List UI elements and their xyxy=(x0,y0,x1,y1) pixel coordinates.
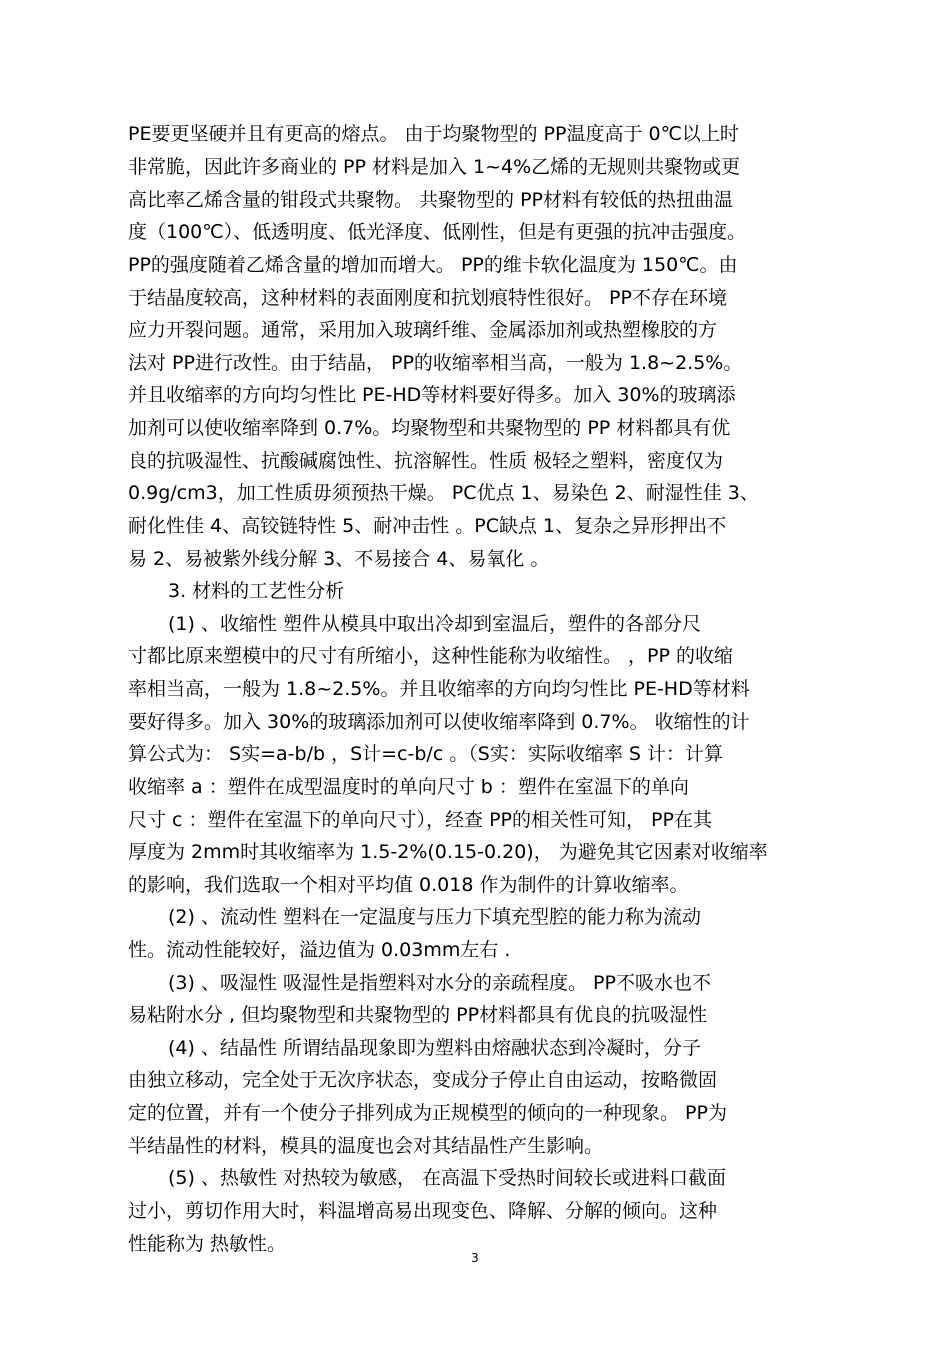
text-line: (2) 、流动性 塑料在一定温度与压力下填充型腔的能力称为流动 xyxy=(168,906,701,928)
text-line: 率相当高，一般为 1.8~2.5%。并且收缩率的方向均匀性比 PE-HD等材料 xyxy=(128,678,750,700)
text-line: 度（100℃）、低透明度、低光泽度、低刚性，但是有更强的抗冲击强度。 xyxy=(128,221,747,243)
text-line: 高比率乙烯含量的钳段式共聚物。 共聚物型的 PP材料有较低的热扭曲温 xyxy=(128,189,733,211)
text-line: 性。流动性能较好，溢边值为 0.03mm左右 . xyxy=(128,939,511,961)
text-line: 并且收缩率的方向均匀性比 PE-HD等材料要好得多。加入 30%的玻璃添 xyxy=(128,384,736,406)
text-line: 由独立移动，完全处于无次序状态，变成分子停止自由运动，按略微固 xyxy=(128,1069,718,1091)
text-line: 于结晶度较高，这种材料的表面刚度和抗划痕特性很好。 PP不存在环境 xyxy=(128,287,727,309)
text-line: 寸都比原来塑模中的尺寸有所缩小，这种性能称为收缩性。 ，PP 的收缩 xyxy=(128,645,733,667)
text-line: 非常脆，因此许多商业的 PP 材料是加入 1~4%乙烯的无规则共聚物或更 xyxy=(128,156,741,178)
text-line: 耐化性佳 4、高铰链特性 5、耐冲击性 。PC缺点 1、复杂之异形押出不 xyxy=(128,515,727,537)
text-line: (5) 、热敏性 对热较为敏感， 在高温下受热时间较长或进料口截面 xyxy=(168,1167,727,1189)
text-line: 过小，剪切作用大时，料温增高易出现变色、降解、分解的倾向。这种 xyxy=(128,1200,718,1222)
text-line: 的影响，我们选取一个相对平均值 0.018 作为制件的计算收缩率。 xyxy=(128,874,689,896)
text-line: (1) 、收缩性 塑件从模具中取出冷却到室温后，塑件的各部分尺 xyxy=(168,613,701,635)
text-line: (3) 、吸湿性 吸湿性是指塑料对水分的亲疏程度。 PP不吸水也不 xyxy=(168,972,711,994)
text-line: 尺寸 c ：塑件在室温下的单向尺寸），经查 PP的相关性可知， PP在其 xyxy=(128,809,712,831)
section-heading: 3. 材料的工艺性分析 xyxy=(168,580,345,602)
text-line: 算公式为： S实=a-b/b ，S计=c-b/c 。（S实：实际收缩率 S 计：计算 xyxy=(128,743,724,765)
text-line: 性能称为 热敏性。 xyxy=(128,1233,287,1255)
text-line: (4) 、结晶性 所谓结晶现象即为塑料由熔融状态到冷凝时，分子 xyxy=(168,1037,701,1059)
text-line: 应力开裂问题。通常，采用加入玻璃纤维、金属添加剂或热塑橡胶的方 xyxy=(128,319,718,341)
text-line: 要好得多。加入 30%的玻璃添加剂可以使收缩率降到 0.7%。 收缩性的计 xyxy=(128,711,750,733)
text-line: 收缩率 a ：塑件在成型温度时的单向尺寸 b ：塑件在室温下的单向 xyxy=(128,776,689,798)
text-line: 0.9g/cm3，加工性质毋须预热干燥。 PC优点 1、易染色 2、耐湿性佳 3、 xyxy=(128,482,759,504)
text-line: 法对 PP进行改性。由于结晶， PP的收缩率相当高，一般为 1.8~2.5%。 xyxy=(128,352,743,374)
text-line: PE要更坚硬并且有更高的熔点。 由于均聚物型的 PP温度高于 0℃以上时 xyxy=(128,123,739,145)
text-line: PP的强度随着乙烯含量的增加而增大。 PP的维卡软化温度为 150℃。由 xyxy=(128,254,738,276)
text-line: 定的位置，并有一个使分子排列成为正规模型的倾向的一种现象。 PP为 xyxy=(128,1102,727,1124)
text-line: 加剂可以使收缩率降到 0.7%。均聚物型和共聚物型的 PP 材料都具有优 xyxy=(128,417,731,439)
text-line: 厚度为 2mm时其收缩率为 1.5-2%(0.15-0.20)， 为避免其它因素对收缩率 xyxy=(128,841,768,863)
text-line: 易 2、易被紫外线分解 3、不易接合 4、易氧化 。 xyxy=(128,548,550,570)
text-line: 易粘附水分 , 但均聚物型和共聚物型的 PP材料都具有优良的抗吸湿性 xyxy=(128,1004,708,1026)
page-number: 3 xyxy=(471,1251,479,1265)
text-line: 良的抗吸湿性、抗酸碱腐蚀性、抗溶解性。性质 极轻之塑料，密度仅为 xyxy=(128,450,724,472)
text-line: 半结晶性的材料，模具的温度也会对其结晶性产生影响。 xyxy=(128,1135,604,1157)
